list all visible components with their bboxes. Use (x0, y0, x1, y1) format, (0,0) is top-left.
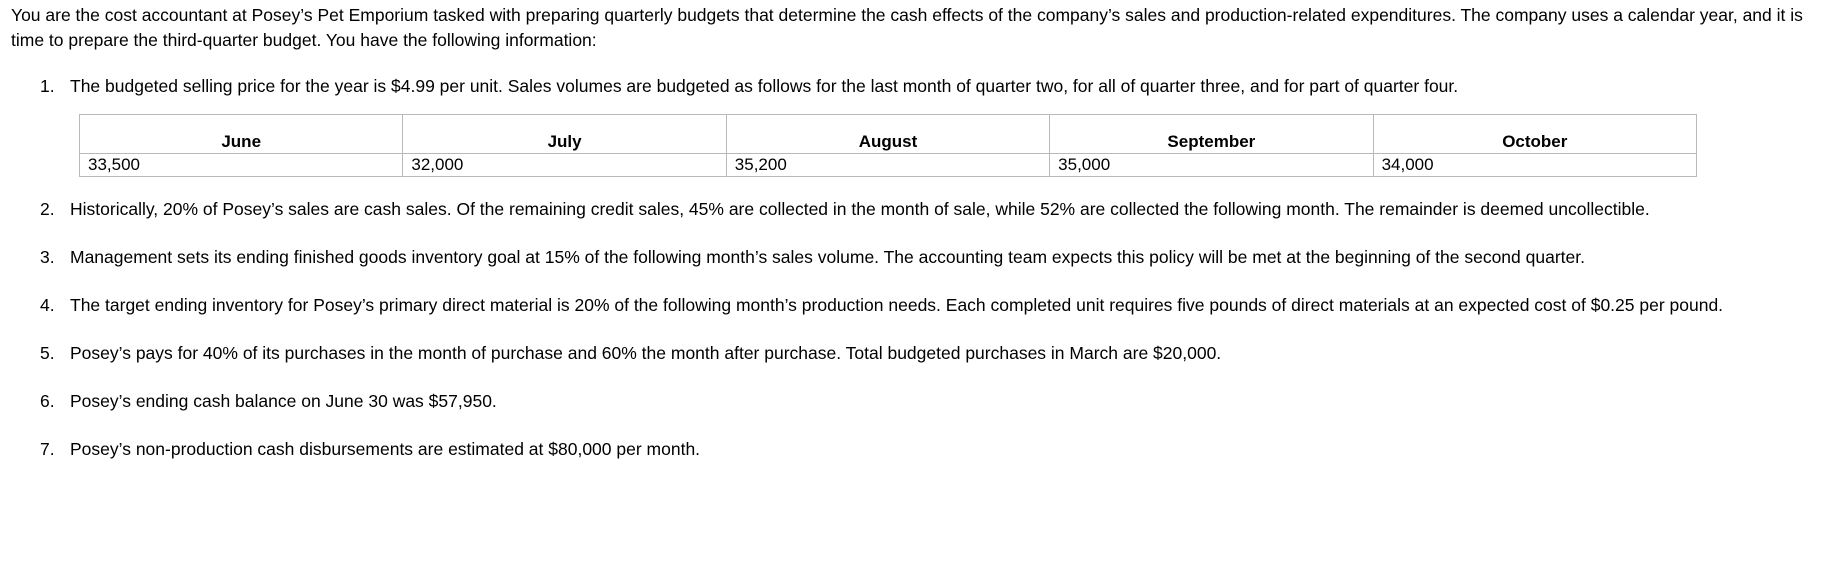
value-september: 35,000 (1050, 154, 1373, 177)
intro-paragraph: You are the cost accountant at Posey’s Pet Emporium tasked with preparing quarterly budgets that determine the cash effects of the company’s sales and production-related expenditures. The company uses a calendar year, and it is time to prepare the third-quarter budget. You have the following information: (11, 5, 1803, 50)
list-item-number: 5. (40, 343, 55, 363)
information-list (11, 74, 1826, 98)
value-october: 34,000 (1373, 154, 1696, 177)
list-item (11, 437, 1826, 461)
list-item (11, 293, 1826, 317)
sales-volume-table (79, 114, 1697, 177)
value-june: 33,500 (80, 154, 403, 177)
table-header-row (80, 115, 1697, 154)
list-item (11, 389, 1826, 413)
list-item (11, 341, 1826, 365)
list-item-number: 7. (40, 439, 55, 459)
list-item-number: 6. (40, 391, 55, 411)
list-item-text: Historically, 20% of Posey’s sales are cash sales. Of the remaining credit sales, 45% are collected in the month of sale, while 52% are collected the following month. The remainder is deemed uncollectible. (70, 199, 1650, 219)
value-july: 32,000 (403, 154, 726, 177)
list-item-text: The budgeted selling price for the year is $4.99 per unit. Sales volumes are budgeted as follows for the last month of quarter two, for all of quarter three, and for part of quarter four. (70, 76, 1459, 96)
list-item-number: 4. (40, 295, 55, 315)
value-august: 35,200 (726, 154, 1049, 177)
header-july: July (403, 115, 726, 154)
header-september: September (1050, 115, 1373, 154)
list-item (11, 74, 1826, 98)
list-item-text: Posey’s non-production cash disbursements are estimated at $80,000 per month. (70, 439, 701, 459)
list-item-text: Management sets its ending finished goods inventory goal at 15% of the following month’s sales volume. The accounting team expects this policy will be met at the beginning of the second quarter. (70, 247, 1585, 267)
list-item-text: The target ending inventory for Posey’s primary direct material is 20% of the following month’s production needs. Each completed unit requires five pounds of direct materials at an expected cost of $0.25 per pound. (70, 295, 1724, 315)
header-october: October (1373, 115, 1696, 154)
list-item-number: 1. (40, 76, 55, 96)
list-item-number: 2. (40, 199, 55, 219)
list-item (11, 197, 1826, 221)
list-item-text: Posey’s ending cash balance on June 30 was $57,950. (70, 391, 497, 411)
list-item-text: Posey’s pays for 40% of its purchases in the month of purchase and 60% the month after purchase. Total budgeted purchases in March are $20,000. (70, 343, 1222, 363)
list-item-number: 3. (40, 247, 55, 267)
document-page (11, 3, 1826, 461)
table-row (80, 154, 1697, 177)
information-list-continued (11, 197, 1826, 461)
header-august: August (726, 115, 1049, 154)
list-item (11, 245, 1826, 269)
header-june: June (80, 115, 403, 154)
